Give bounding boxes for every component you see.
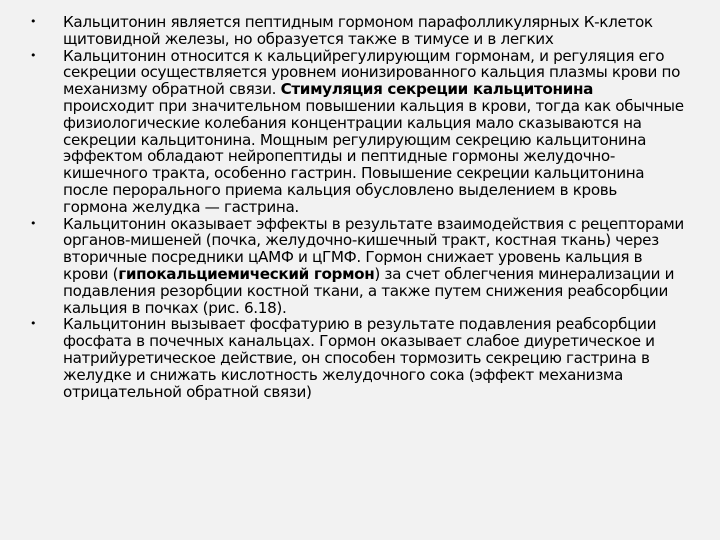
- bullet-text-emphasis: гипокальциемический гормон: [118, 264, 375, 283]
- bullet-marker: •: [30, 216, 37, 230]
- bullet-item-4: [30, 316, 685, 400]
- bullet-text: [63, 48, 685, 216]
- bullet-text-part: Кальцитонин оказывает эффекты в результате взаимодействия с рецепторами органов-мишеней (почка, желудочно-кишечный тракт, костная ткань) через вторичные посредники цАМФ и цГМФ. Гормон снижает уровень кальция в крови (: [63, 214, 684, 283]
- bullet-marker: •: [30, 317, 37, 331]
- bullet-marker: •: [30, 15, 37, 28]
- bullet-item-2: [30, 48, 685, 216]
- bullet-marker: •: [30, 48, 37, 62]
- bullet-text-emphasis: Стимуляция секреции кальцитонина: [280, 80, 593, 99]
- bullet-text-part: происходит при значительном повышении кальция в крови, тогда как обычные физиологические колебания концентрации кальция мало сказываются на секреции кальцитонина. Мощным регулирующим секрецию кальцитонина эффектом обладают нейропептиды и пептидные гормоны желудочно-кишечного тракта, особенно гастрин. Повышение секреции кальцитонина после перорального приема кальция обусловлено выделением в кровь гормона желудка — гастрина.: [63, 96, 684, 216]
- bullet-text: [63, 216, 685, 317]
- bullet-item-1: [30, 14, 685, 48]
- bullet-text-part: Кальцитонин относится к кальцийрегулирующим гормонам, и регуляция его секреции осуществляется уровнем ионизированного кальция плазмы крови по механизму обратной связи.: [63, 46, 681, 99]
- bullet-text: Кальцитонин вызывает фосфатурию в результате подавления реабсорбции фосфата в почечных канальцах. Гормон оказывает слабое диуретическое и натрийуретическое действие, он способен тормозить секрецию гастрина в желудке и снижать кислотность желудочного сока (эффект механизма отрицательной обратной связи): [63, 315, 657, 401]
- bullet-text-part: ) за счет облегчения минерализации и подавления резорбции костной ткани, а также путем снижения реабсорбции кальция в почках (рис. 6.18).: [63, 264, 675, 317]
- bullet-list: [30, 14, 685, 400]
- bullet-text: Кальцитонин является пептидным гормоном парафолликулярных К-клеток щитовидной железы, но образуется также в тимусе и в легких: [63, 13, 653, 48]
- bullet-item-3: [30, 216, 685, 317]
